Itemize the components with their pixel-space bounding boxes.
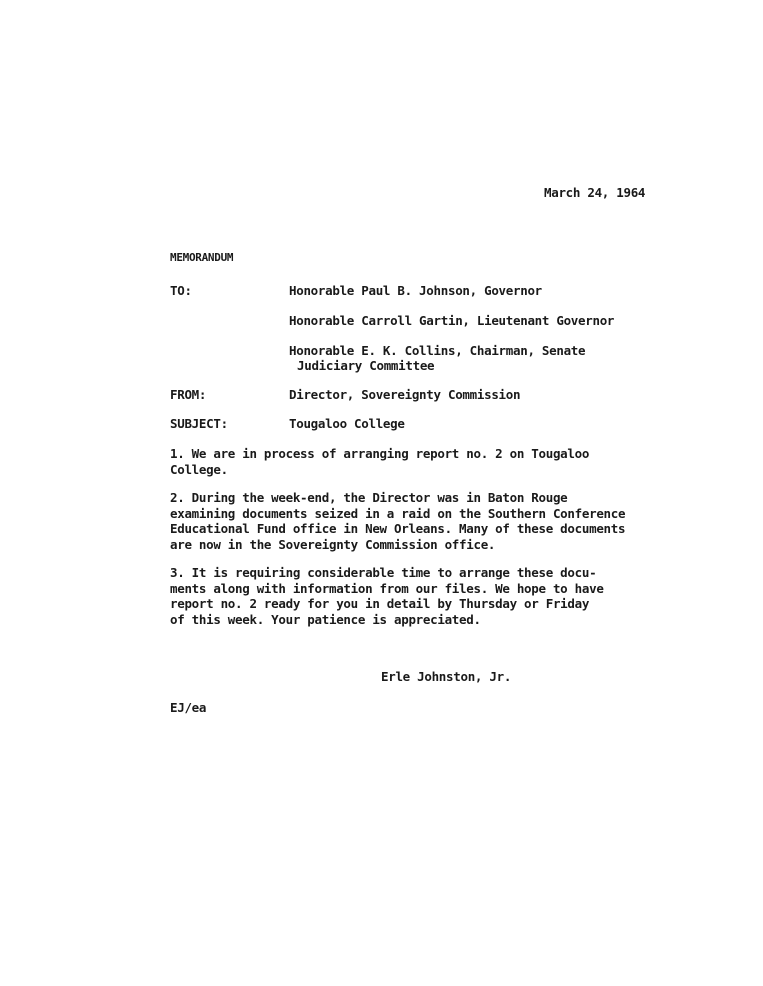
paragraph-line: report no. 2 ready for you in detail by Thursday or Friday	[170, 596, 590, 611]
subject-label: SUBJECT:	[170, 416, 228, 431]
subject-value: Tougaloo College	[289, 416, 405, 431]
paragraph-1	[170, 446, 660, 477]
from-label: FROM:	[170, 387, 207, 402]
recipient-governor: Honorable Paul B. Johnson, Governor	[289, 283, 542, 298]
recipient-senate-chairman-line1: Honorable E. K. Collins, Chairman, Senate	[289, 343, 586, 358]
paragraph-line: Educational Fund office in New Orleans. Many of these documents	[170, 521, 626, 536]
paragraph-line: 2. During the week-end, the Director was in Baton Rouge	[170, 490, 568, 505]
paragraph-line: of this week. Your patience is appreciated.	[170, 611, 481, 627]
from-value: Director, Sovereignty Commission	[289, 387, 521, 402]
signature-name: Erle Johnston, Jr.	[381, 669, 512, 684]
recipient-senate-chairman	[289, 343, 585, 373]
recipient-senate-chairman-line2: Judiciary Committee	[297, 358, 435, 373]
memo-date: March 24, 1964	[544, 185, 646, 200]
memo-heading: MEMORANDUM	[170, 251, 234, 264]
paragraph-line: are now in the Sovereignty Commission office.	[170, 536, 496, 552]
to-label: TO:	[170, 283, 192, 298]
paragraph-2	[170, 490, 660, 552]
paragraph-line: 3. It is requiring considerable time to arrange these docu-	[170, 565, 597, 580]
paragraph-line: ments along with information from our files. We hope to have	[170, 580, 604, 596]
paragraph-line: College.	[170, 461, 228, 477]
paragraph-line: 1. We are in process of arranging report no. 2 on Tougaloo	[170, 446, 590, 461]
typist-initials: EJ/ea	[170, 700, 207, 715]
paragraph-3	[170, 565, 660, 627]
recipient-lieutenant-governor: Honorable Carroll Gartin, Lieutenant Governor	[289, 313, 615, 328]
paragraph-line: examining documents seized in a raid on the Southern Conference	[170, 505, 626, 521]
